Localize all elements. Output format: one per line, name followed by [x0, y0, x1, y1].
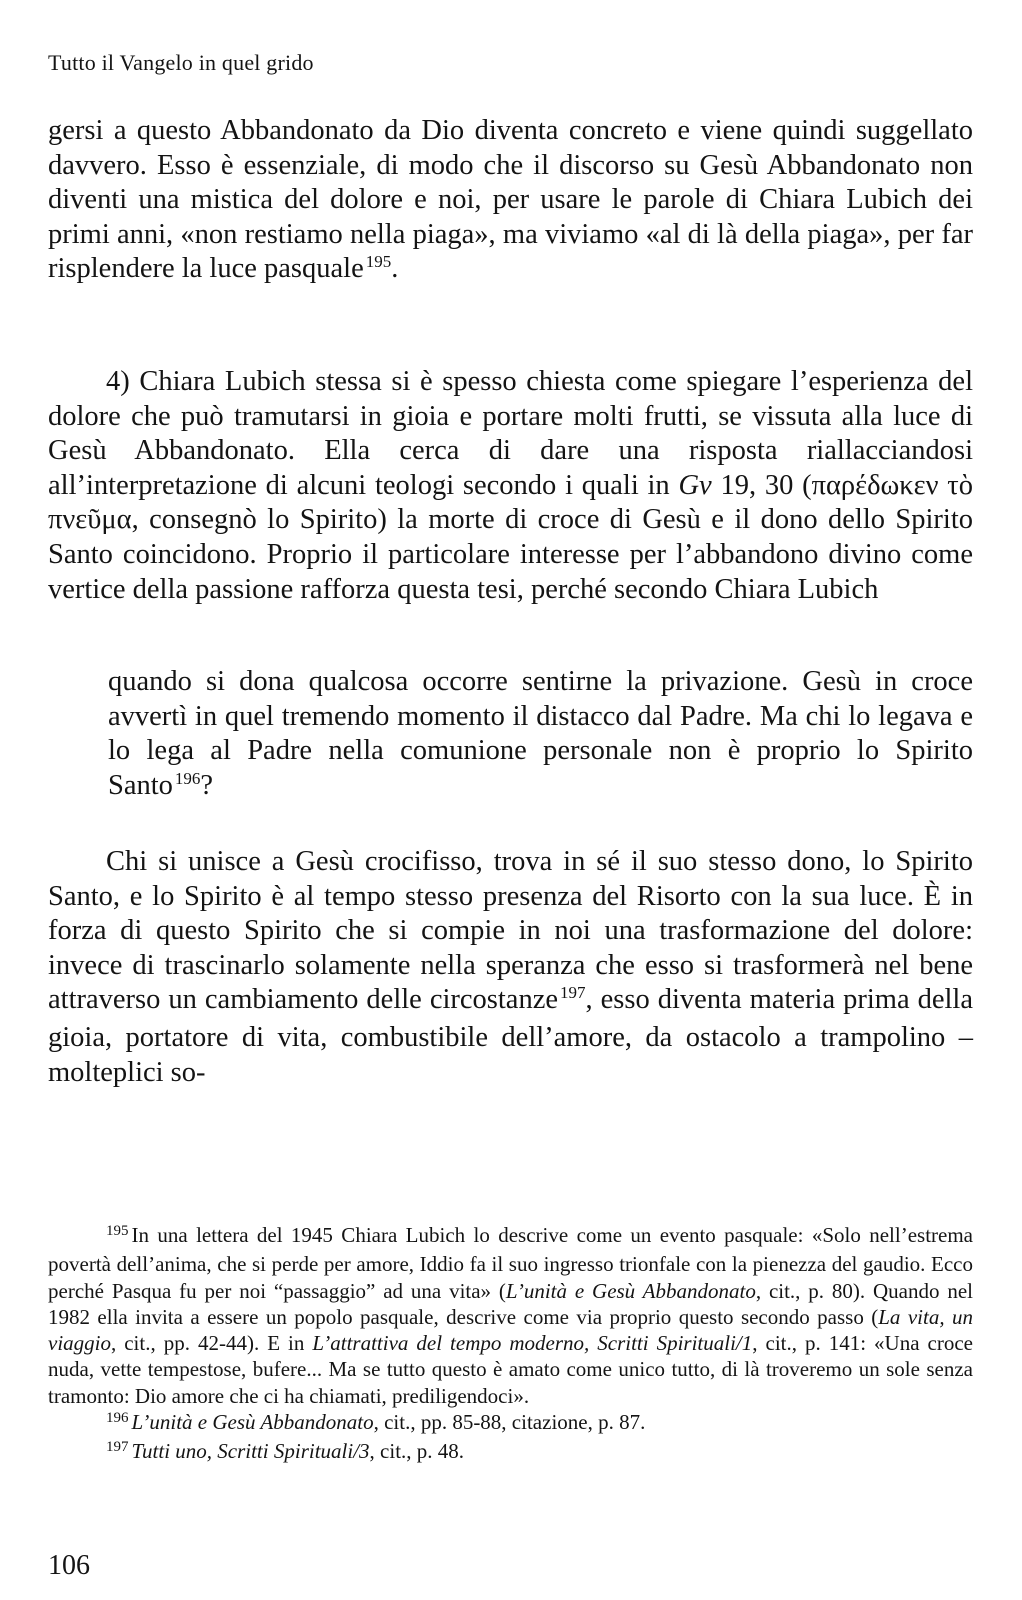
footnote-195: [48, 1222, 973, 1409]
book-title: L’unità e Gesù Abbandonato: [505, 1278, 756, 1303]
gospel-abbreviation: Gv: [678, 469, 712, 501]
paragraph-3: [48, 845, 973, 1090]
paragraph-1-text: gersi a questo Abbandonato da Dio diventa concreto e viene quindi suggellato davvero. Esso è essenziale, di modo che il discorso su Gesù Abbandonato non diventi una mistica del dolore e noi, per usare le parole di Chiara Lubich dei primi anni, «non restiamo nella piaga», ma viviamo «al di là della piaga», per far risplendere la luce pasquale: [48, 115, 973, 285]
paragraph-3-text-b: , esso diventa materia prima della gioia, portatore di vita, combustibile dell’amore, da ostacolo a trampolino – molteplici so-: [48, 984, 974, 1088]
block-quote: [108, 665, 973, 806]
footnote-text: In una lettera del 1945 Chiara Lubich lo descrive come un evento pasquale: «Solo nell’estrema povertà dell’anima, che si perde per amore, Iddio fa il suo ingresso trionfale con la pienezza del gaudio. Ecco perché Pasqua fu per noi “passaggio” ad una vita» (: [48, 1223, 973, 1303]
footnote-text: , cit., pp. 42-44). E in: [111, 1331, 313, 1356]
book-title: L’attrattiva del tempo moderno, Scritti Spirituali/1: [312, 1331, 753, 1356]
footnote-number: 197: [106, 1439, 129, 1456]
paragraph-1-end: .: [391, 253, 399, 285]
footnote-number: 196: [106, 1410, 129, 1427]
footnote-ref-197[interactable]: 197: [560, 983, 586, 1003]
footnote-ref-196[interactable]: 196: [174, 768, 201, 788]
page-number: 106: [48, 1550, 90, 1581]
footnote-text: , cit., p. 48.: [369, 1439, 465, 1464]
footnotes: [48, 1222, 973, 1468]
book-title: Tutti uno, Scritti Spirituali/3: [131, 1439, 370, 1464]
paragraph-1: [48, 114, 973, 290]
paragraph-3-text-a: Chi si unisce a Gesù crocifisso, trova in sé il suo stesso dono, lo Spirito Santo, e lo Spirito è al tempo stesso presenza del Risorto con la sua luce. È in forza di questo Spirito che si compie in noi una trasformazione del dolore: invece di trascinarlo solamente nella speranza che esso si trasformerà nel bene attraverso un cambiamento delle circostanze: [48, 846, 973, 1016]
footnote-number: 195: [106, 1223, 129, 1239]
paragraph-2-text-a: 4) Chiara Lubich stessa si è spesso chiesta come spiegare l’esperienza del dolore che può tramutarsi in gioia e portare molti frutti, se vissuta alla luce di Gesù Abbandonato. Ella cerca di dare una risposta riallacciandosi all’interpretazione di alcuni teologi secondo i quali in: [48, 366, 973, 501]
footnote-196: [48, 1409, 973, 1438]
paragraph-2-text-b: 19, 30 (παρέδωκεν τὸ πνεῦμα, consegnò lo Spirito) la morte di croce di Gesù e il dono dello Spirito Santo coincidono. Proprio il particolare interesse per l’abbandono divino come vertice della passione rafforza questa tesi, perché secondo Chiara Lubich: [48, 469, 973, 605]
footnote-197: [48, 1438, 973, 1467]
block-quote-text: quando si dona qualcosa occorre sentirne la privazione. Gesù in croce avvertì in quel tremendo momento il distacco dal Padre. Ma chi lo legava e lo lega al Padre nella comunione personale non è proprio lo Spirito Santo: [108, 666, 973, 801]
book-title: La vita, un viaggio: [48, 1304, 973, 1356]
book-title: L’unità e Gesù Abbandonato: [131, 1410, 374, 1435]
footnote-text: , cit., p. 80). Quando nel 1982 ella invita a essere un popolo pasquale, descrive come via proprio questo secondo passo (: [48, 1278, 973, 1329]
running-head: Tutto il Vangelo in quel grido: [48, 50, 314, 75]
footnote-text: , cit., p. 141: «Una croce nuda, vette tempestose, bufere... Ma se tutto questo è amato come unico tutto, di là troveremo un sole senza tramonto: Dio amore che ci ha chiamati, prediligendoci».: [48, 1331, 973, 1408]
footnote-ref-195[interactable]: 195: [365, 252, 392, 272]
footnote-text: , cit., pp. 85-88, citazione, p. 87.: [373, 1410, 646, 1435]
block-quote-end: ?: [200, 769, 214, 801]
paragraph-2: [48, 365, 973, 607]
